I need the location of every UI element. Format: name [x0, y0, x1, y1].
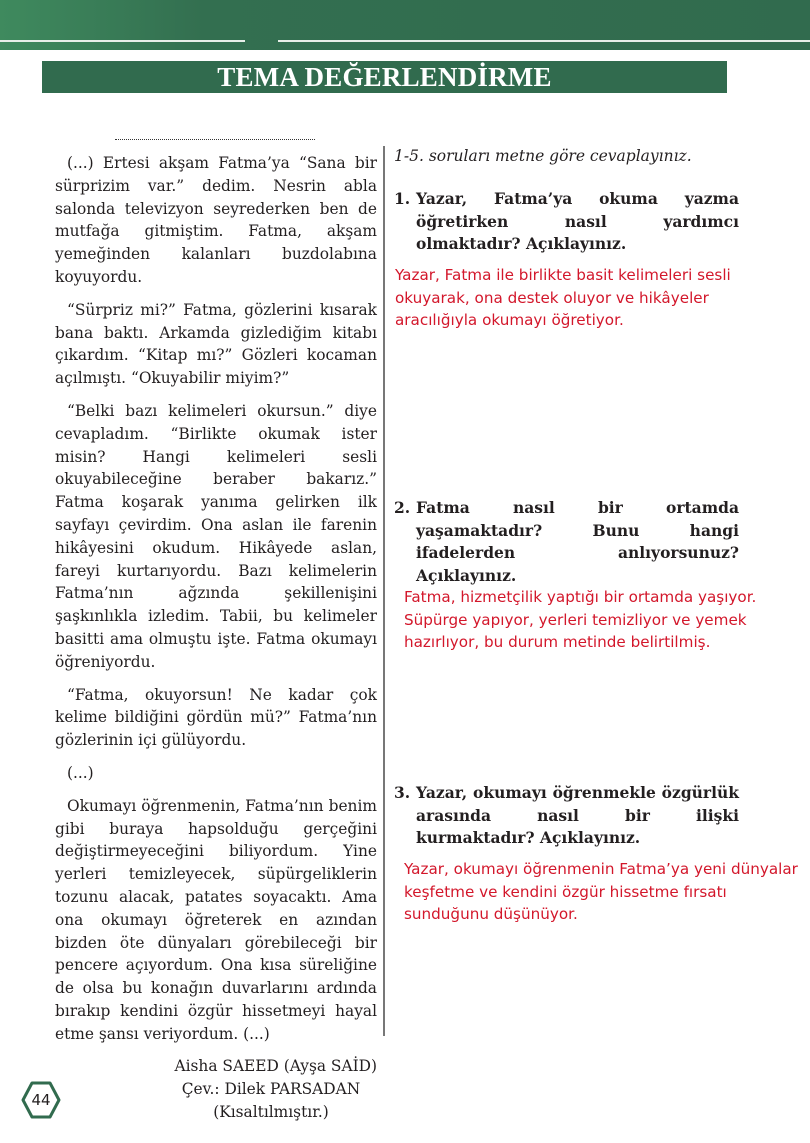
question-text: Fatma nasıl bir ortamda yaşamaktadır? Bunu hangi ifadelerden anlıyorsunuz? Açıklayınız.	[416, 498, 739, 585]
question-number: 1.	[394, 189, 411, 208]
reading-passage	[55, 152, 377, 1124]
question-number: 3.	[394, 783, 411, 802]
answer-2: Fatma, hizmetçilik yaptığı bir ortamda yaşıyor. Süpürge yapıyor, yerleri temizliyor ve yemek hazırlıyor, bu durum metinde belirtilmiş.	[404, 588, 757, 651]
answer-3: Yazar, okumayı öğrenmenin Fatma’ya yeni dünyalar keşfetme ve kendini özgür hissetme fırsatı sunduğunu düşünüyor.	[404, 860, 798, 923]
question-2	[394, 497, 739, 587]
question-1	[394, 188, 739, 256]
header-rule	[278, 40, 810, 42]
passage-paragraph: (...)	[67, 763, 94, 782]
source-citation	[55, 1055, 377, 1123]
question-3	[394, 782, 739, 850]
header-rule	[0, 40, 245, 42]
translator: Çev.: Dilek PARSADAN	[181, 1080, 361, 1099]
answer-1: Yazar, Fatma ile birlikte basit kelimeleri sesli okuyarak, ona destek oluyor ve hikâyeler aracılığıyla okumayı öğretiyor.	[395, 266, 731, 329]
passage-paragraph: “Sürpriz mi?” Fatma, gözlerini kısarak bana baktı. Arkamda gizlediğim kitabı çıkardım. “Kitap mı?” Gözleri kocaman açılmıştı. “Okuyabilir miyim?”	[55, 300, 377, 388]
page-number: 44	[31, 1091, 51, 1109]
header-band	[0, 0, 810, 50]
passage-paragraph: (...) Ertesi akşam Fatma’ya “Sana bir sürprizim var.” dedim. Nesrin abla salonda televizyon seyrederken ben de mutfağa gitmiştim. Fatma, akşam yemeğinden kalanları buzdolabına koyuyordu.	[55, 154, 377, 286]
passage-paragraph: “Fatma, okuyorsun! Ne kadar çok kelime bildiğini gördün mü?” Fatma’nın gözlerinin içi gülüyordu.	[55, 685, 377, 750]
column-divider	[383, 146, 385, 1036]
instruction: 1-5. soruları metne göre cevaplayınız.	[394, 147, 692, 165]
passage-paragraph: Okumayı öğrenmenin, Fatma’nın benim gibi buraya hapsolduğu gerçeğini değiştirmeyeceğini biliyordum. Yine yerleri temizleyecek, süpürgeliklerin tozunu alacak, patates soyacaktı. Ama ona okumayı öğreterek en azından bizden öte dünyaları görebileceği bir pencere açıyordum. Ona kısa süreliğine de olsa bu konağın duvarlarını ardında bırakıp kendini özgür hissetmeyi hayal etme şansı veriyordum. (...)	[55, 796, 377, 1043]
question-text: Yazar, Fatma’ya okuma yazma öğretirken nasıl yardımcı olmaktadır? Açıklayınız.	[416, 189, 739, 253]
page-title: TEMA DEĞERLENDİRME	[42, 61, 727, 93]
question-text: Yazar, okumayı öğrenmekle özgürlük arasında nasıl bir ilişki kurmaktadır? Açıklayınız.	[416, 783, 739, 847]
passage-paragraph: “Belki bazı kelimeleri okursun.” diye cevapladım. “Birlikte okumak ister misin? Hangi kelimeleri sesli okuyabileceğine beraber bakarız.” Fatma koşarak yanıma gelirken ilk sayfayı çevirdim. Ona aslan ile farenin hikâyesini okudum. Hikâyede aslan, fareyi kurtarıyordu. Bazı kelimelerin Fatma’nın ağzında şekillenişini şaşkınlıkla izledim. Tabii, bu kelimeler basitti ama olmuştu işte. Fatma okumayı öğreniyordu.	[55, 401, 377, 671]
abridged-note: (Kısaltılmıştır.)	[213, 1103, 329, 1122]
author: Aisha SAEED (Ayşa SAİD)	[174, 1057, 377, 1076]
question-number: 2.	[394, 498, 411, 517]
blank-title-line	[115, 139, 315, 140]
page-number-badge	[21, 1080, 61, 1120]
